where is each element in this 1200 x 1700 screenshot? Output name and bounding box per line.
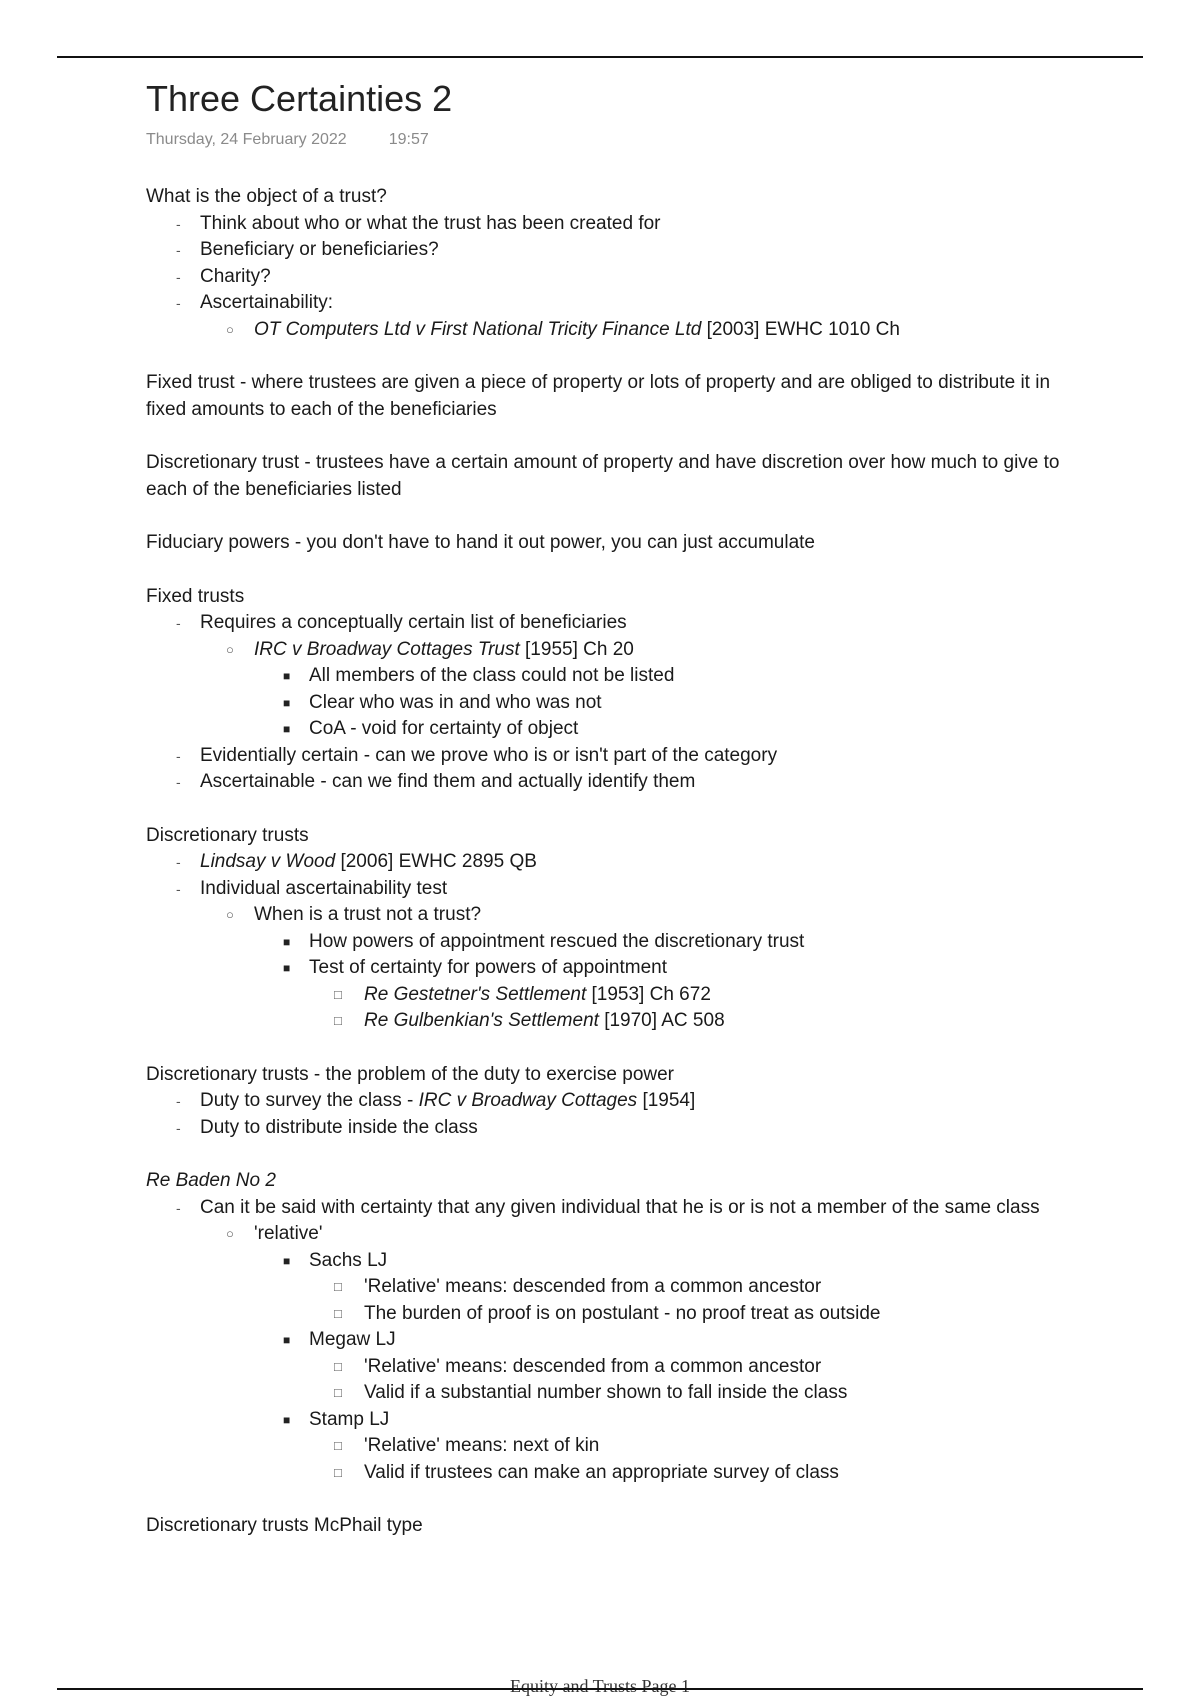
checkbox-bullet-icon: □ [334,1358,342,1374]
dash-bullet-icon: - [176,268,181,285]
list-item: □ The burden of proof is on postulant - no proof treat as outside [146,1301,1076,1328]
list-item: - Charity? [146,264,1076,291]
list-item: - Beneficiary or beneficiaries? [146,237,1076,264]
list-item: ■ Clear who was in and who was not [146,690,1076,717]
dash-bullet-icon: - [176,1199,181,1216]
list-item: ■ Test of certainty for powers of appointment [146,955,1076,982]
section-heading: Discretionary trusts - the problem of the duty to exercise power [146,1063,675,1085]
square-bullet-icon: ■ [283,961,291,975]
checkbox-bullet-icon: □ [334,1013,342,1028]
section-heading: Fixed trusts [146,585,245,607]
checkbox-bullet-icon: □ [334,1305,342,1321]
case-citation: □ Re Gestetner's Settlement [1953] Ch 672 [146,982,1076,1009]
dash-bullet-icon: - [176,242,181,258]
dash-bullet-icon: - [176,295,181,311]
section-heading: Discretionary trusts McPhail type [146,1515,423,1536]
dash-bullet-icon: - [176,774,181,790]
list-item: ■ How powers of appointment rescued the discretionary trust [146,929,1076,956]
list-item: ○ 'relative' [146,1221,1076,1248]
dash-bullet-icon: - [176,615,181,631]
list-item: ■ All members of the class could not be listed [146,663,1076,690]
dash-bullet-icon: - [176,854,181,870]
dash-bullet-icon: - [176,1093,181,1109]
judge-item: ■ Stamp LJ [146,1407,1076,1434]
list-item: ○ When is a trust not a trust? [146,902,1076,929]
list-item: - Ascertainability: [146,290,1076,317]
discretionary-trust-definition: Discretionary trust - trustees have a certain amount of property and have discretion over how much to give to each of the beneficiaries listed [146,452,1060,500]
dash-bullet-icon: - [176,880,181,897]
square-bullet-icon: ■ [283,1412,291,1427]
section-heading: What is the object of a trust? [146,186,387,207]
note-content [146,74,1076,1540]
list-item: □ Valid if trustees can make an appropriate survey of class [146,1460,1076,1487]
list-item: □ Valid if a substantial number shown to fall inside the class [146,1380,1076,1407]
dash-bullet-icon: - [176,1119,181,1136]
list-item: - Evidentially certain - can we prove who is or isn't part of the category [146,743,1076,770]
circle-bullet-icon: ○ [226,1226,234,1241]
square-bullet-icon: ■ [283,695,291,710]
case-citation: □ Re Gulbenkian's Settlement [1970] AC 508 [146,1008,1076,1035]
checkbox-bullet-icon: □ [334,1385,342,1400]
square-bullet-icon: ■ [283,1253,291,1268]
list-item: ■ CoA - void for certainty of object [146,716,1076,743]
section-heading: Re Baden No 2 [146,1170,276,1191]
date-text: Thursday, 24 February 2022 [146,131,347,148]
checkbox-bullet-icon: □ [334,1464,342,1480]
circle-bullet-icon: ○ [226,321,234,337]
list-item: - Individual ascertainability test [146,876,1076,903]
list-item: - Can it be said with certainty that any given individual that he is or is not a member of the same class [146,1195,1076,1222]
circle-bullet-icon: ○ [226,907,234,922]
list-item: - Ascertainable - can we find them and actually identify them [146,769,1076,796]
list-item: - Duty to survey the class - IRC v Broadway Cottages [1954] [146,1088,1076,1115]
judge-item: ■ Sachs LJ [146,1248,1076,1275]
checkbox-bullet-icon: □ [334,1438,342,1453]
list-item: □ 'Relative' means: descended from a common ancestor [146,1354,1076,1381]
case-citation: - Lindsay v Wood [2006] EWHC 2895 QB [146,849,1076,876]
fixed-trust-definition: Fixed trust - where trustees are given a piece of property or lots of property and are obliged to distribute it in fixed amounts to each of the beneficiaries [146,372,1051,420]
list-item: □ 'Relative' means: next of kin [146,1433,1076,1460]
dash-bullet-icon: - [176,747,181,764]
list-item: - Requires a conceptually certain list of beneficiaries [146,610,1076,637]
dash-bullet-icon: - [176,215,181,232]
top-rule [57,56,1143,58]
page-title: Three Certainties 2 [146,78,453,119]
circle-bullet-icon: ○ [226,641,234,657]
judge-item: ■ Megaw LJ [146,1327,1076,1354]
square-bullet-icon: ■ [283,722,291,736]
case-citation: ○ OT Computers Ltd v First National Tricity Finance Ltd [2003] EWHC 1010 Ch [146,317,1076,344]
square-bullet-icon: ■ [283,669,291,683]
checkbox-bullet-icon: □ [334,1279,342,1294]
time-text: 19:57 [388,131,429,148]
list-item: - Think about who or what the trust has been created for [146,211,1076,238]
timestamp [146,130,1076,150]
case-citation: ○ IRC v Broadway Cottages Trust [1955] Ch 20 [146,637,1076,664]
checkbox-bullet-icon: □ [334,986,342,1002]
bottom-rule [57,1688,1143,1690]
square-bullet-icon: ■ [283,1333,291,1347]
fiduciary-powers-definition: Fiduciary powers - you don't have to hand it out power, you can just accumulate [146,532,815,553]
section-heading: Discretionary trusts [146,824,309,846]
list-item: - Duty to distribute inside the class [146,1115,1076,1142]
page-footer: Equity and Trusts Page 1 [509,1676,691,1696]
list-item: □ 'Relative' means: descended from a common ancestor [146,1274,1076,1301]
square-bullet-icon: ■ [283,934,291,949]
